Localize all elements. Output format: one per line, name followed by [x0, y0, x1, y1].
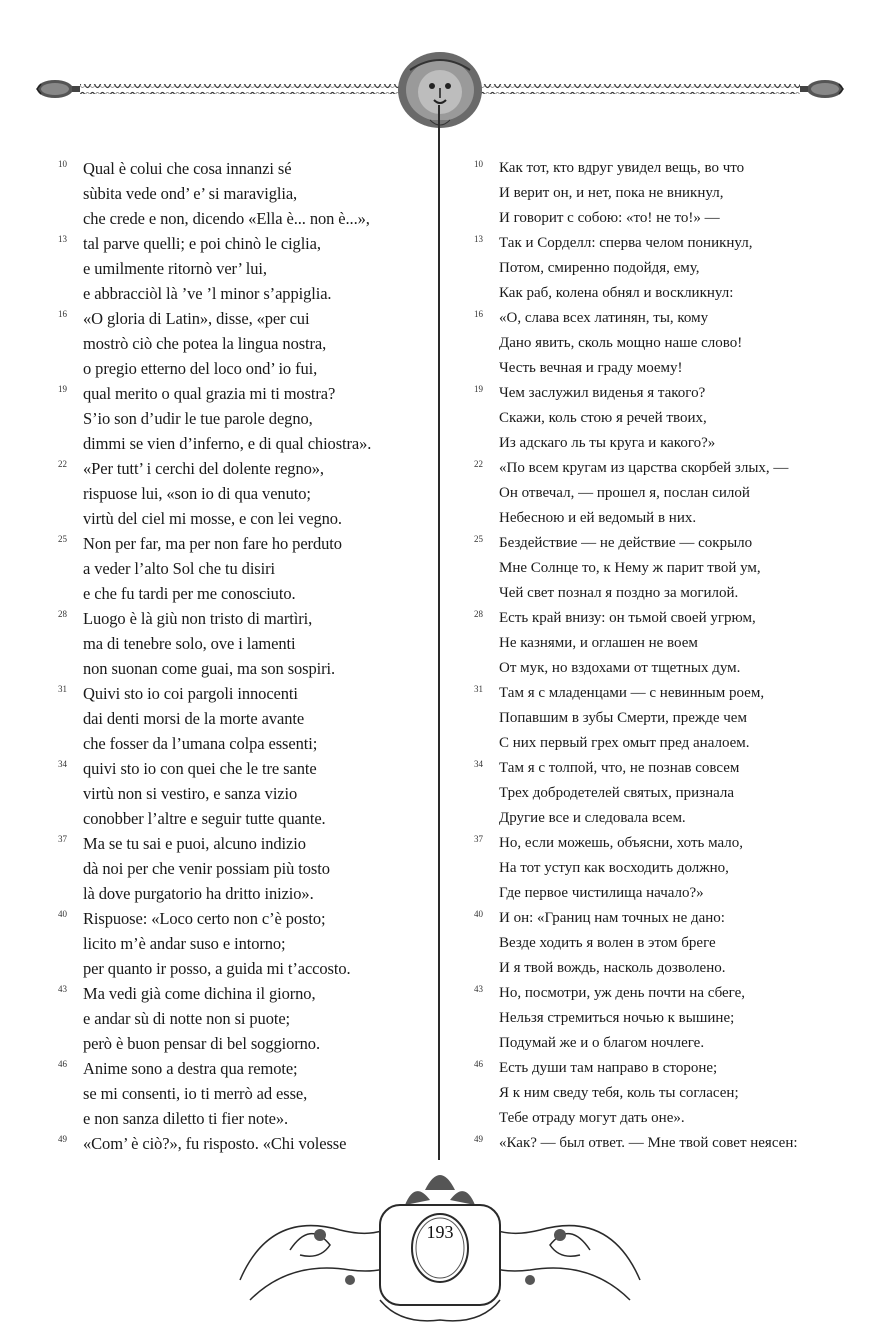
- verse-number: 43: [58, 984, 67, 994]
- verse-line: Как тот, кто вдруг увидел вещь, во что: [499, 160, 745, 176]
- verse-line: Luogo è là giù non tristo di martìri,: [83, 609, 313, 628]
- tercet: [474, 156, 864, 231]
- verse-line: Quivi sto io coi pargoli innocenti: [83, 684, 298, 703]
- verse-line: Нельзя стремиться ночью к вышине;: [499, 1010, 735, 1026]
- verse-line: И я твой вождь, насколь дозволено.: [499, 960, 726, 976]
- verse-line: sùbita vede ond’ e’ si maraviglia,: [83, 184, 298, 203]
- verse-line: На тот уступ как восходить должно,: [499, 860, 729, 876]
- tercet: [474, 531, 864, 606]
- verse-line: mostrò ciò che potea la lingua nostra,: [83, 334, 327, 353]
- verse-number: 40: [474, 909, 483, 919]
- verse-line: С них первый грех омыт пред аналоем.: [499, 735, 750, 751]
- tercet: [58, 906, 428, 981]
- verse-number: 46: [58, 1059, 67, 1069]
- verse-line: conobber l’altre e seguir tutte quante.: [83, 809, 326, 828]
- verse-line: Но, посмотри, уж день почти на сбеге,: [499, 985, 746, 1001]
- verse-number: 13: [58, 234, 67, 244]
- verse-line: Тебе отраду могут дать оне».: [499, 1110, 685, 1126]
- tercet: [58, 381, 428, 456]
- verse-line: che crede e non, dicendo «Ella è... non è...»,: [83, 209, 370, 228]
- tercet: [58, 831, 428, 906]
- verse-line: Он отвечал, — прошел я, послан силой: [499, 485, 750, 501]
- verse-line: Чей свет познал я поздно за могилой.: [499, 585, 739, 601]
- verse-line: Скажи, коль стою я речей твоих,: [499, 410, 707, 426]
- verse-line: Не казнями, и оглашен не воем: [499, 635, 698, 651]
- verse-line: Там я с младенцами — с невинным роем,: [499, 685, 765, 701]
- verse-number: 34: [474, 759, 483, 769]
- verse-line: licito m’è andar suso e intorno;: [83, 934, 286, 953]
- tercet: [474, 981, 864, 1056]
- verse-line: Rispuose: «Loco certo non c’è posto;: [83, 909, 326, 928]
- verse-line: tal parve quelli; e poi chinò le ciglia,: [83, 234, 321, 253]
- italian-column: [58, 156, 428, 1156]
- verse-line: «O gloria di Latin», disse, «per cui: [83, 309, 310, 328]
- tercet: [58, 606, 428, 681]
- verse-number: 34: [58, 759, 67, 769]
- verse-line: От мук, но вздохами от тщетных дум.: [499, 660, 741, 676]
- lion-mask-icon: [398, 52, 482, 128]
- verse-line: dimmi se vien d’inferno, e di qual chiostra».: [83, 434, 372, 453]
- verse-number: 28: [474, 609, 483, 619]
- verse-line: quivi sto io con quei che le tre sante: [83, 759, 317, 778]
- verse-line: a veder l’alto Sol che tu disiri: [83, 559, 275, 578]
- verse-line: Есть души там направо в стороне;: [499, 1060, 718, 1076]
- tercet: [474, 831, 864, 906]
- verse-line: Везде ходить я волен в этом бреге: [499, 935, 716, 951]
- tercet: [58, 156, 428, 231]
- tercet: [474, 606, 864, 681]
- verse-line: Из адскаго ль ты круга и какого?»: [499, 435, 716, 451]
- verse-line: Подумай же и о благом ночлеге.: [499, 1035, 705, 1051]
- verse-number: 43: [474, 984, 483, 994]
- tercet: [58, 306, 428, 381]
- tercet: [474, 681, 864, 756]
- verse-line: dai denti morsi de la morte avante: [83, 709, 305, 728]
- verse-number: 49: [58, 1134, 67, 1144]
- tercet: [58, 1056, 428, 1131]
- verse-number: 16: [58, 309, 67, 319]
- tercet: [474, 456, 864, 531]
- left-finial-icon: [37, 80, 80, 98]
- verse-line: e non sanza diletto ti fier note».: [83, 1109, 289, 1128]
- verse-line: e andar sù di notte non si puote;: [83, 1009, 291, 1028]
- verse-line: ma di tenebre solo, ove i lamenti: [83, 634, 296, 653]
- verse-line: se mi consenti, io ti merrò ad esse,: [83, 1084, 308, 1103]
- tercet: [58, 981, 428, 1056]
- verse-line: S’io son d’udir le tue parole degno,: [83, 409, 313, 428]
- verse-line: Как раб, колена обнял и воскликнул:: [499, 285, 734, 301]
- verse-line: e che fu tardi per me conosciuto.: [83, 584, 296, 603]
- verse-number: 49: [474, 1134, 483, 1144]
- verse-line: «Com’ è ciò?», fu risposto. «Chi volesse: [83, 1134, 347, 1153]
- tercet: [58, 681, 428, 756]
- verse-line: però è buon pensar di bel soggiorno.: [83, 1034, 320, 1053]
- verse-line: Честь вечная и граду моему!: [499, 360, 683, 376]
- verse-line: «По всем кругам из царства скорбей злых, —: [499, 460, 789, 476]
- verse-line: e umilmente ritornò ver’ lui,: [83, 259, 267, 278]
- verse-line: Qual è colui che cosa innanzi sé: [83, 159, 292, 178]
- verse-line: Ma vedi già come dichina il giorno,: [83, 984, 316, 1003]
- verse-line: Ma se tu sai e puoi, alcuno indizio: [83, 834, 306, 853]
- tercet: [474, 306, 864, 381]
- verse-line: И говорит с собою: «то! не то!» —: [499, 210, 720, 226]
- verse-number: 22: [474, 459, 483, 469]
- verse-line: Попавшим в зубы Смерти, прежде чем: [499, 710, 747, 726]
- tercet: [58, 531, 428, 606]
- verse-number: 13: [474, 234, 483, 244]
- verse-line: Дано явить, сколь мощно наше слово!: [499, 335, 743, 351]
- verse-line: non suonan come guai, ma son sospiri.: [83, 659, 336, 678]
- verse-number: 46: [474, 1059, 483, 1069]
- verse-line: Бездействие — не действие — сокрыло: [499, 535, 753, 551]
- verse-line: «Как? — был ответ. — Мне твой совет неясен:: [499, 1135, 798, 1151]
- verse-number: 16: [474, 309, 483, 319]
- top-ornament: [0, 0, 880, 160]
- verse-line: Небесною и ей ведомый в них.: [499, 510, 697, 526]
- verse-number: 10: [58, 159, 67, 169]
- verse-line: Где первое чистилища начало?»: [499, 885, 704, 901]
- verse-line: e abbracciòl là ’ve ’l minor s’appiglia.: [83, 284, 332, 303]
- verse-line: dà noi per che venir possiam più tosto: [83, 859, 330, 878]
- verse-line: Потом, смиренно подойдя, ему,: [499, 260, 700, 276]
- verse-number: 31: [58, 684, 67, 694]
- center-divider: [438, 105, 440, 1160]
- verse-line: virtù del ciel mi mosse, e con lei vegno.: [83, 509, 342, 528]
- verse-line: Трех добродетелей святых, признала: [499, 785, 735, 801]
- verse-line: qual merito o qual grazia mi ti mostra?: [83, 384, 336, 403]
- verse-line: «Per tutt’ i cerchi del dolente regno»,: [83, 459, 324, 478]
- russian-column: [474, 156, 864, 1156]
- verse-line: là dove purgatorio ha dritto inizio».: [83, 884, 314, 903]
- page-number: 193: [426, 1222, 454, 1242]
- verse-line: Там я с толпой, что, не познав совсем: [499, 760, 740, 776]
- verse-number: 19: [58, 384, 67, 394]
- tercet: [474, 756, 864, 831]
- tercet: [474, 906, 864, 981]
- tercet: [474, 381, 864, 456]
- verse-line: Я к ним сведу тебя, коль ты согласен;: [499, 1085, 739, 1101]
- verse-number: 28: [58, 609, 67, 619]
- tercet: [474, 1056, 864, 1131]
- verse-line: virtù non si vestiro, e sanza vizio: [83, 784, 298, 803]
- verse-number: 25: [474, 534, 483, 544]
- tercet: [58, 756, 428, 831]
- verse-line: Есть край внизу: он тьмой своей угрюм,: [499, 610, 756, 626]
- verse-line: Другие все и следовала всем.: [499, 810, 686, 826]
- verse-line: per quanto ir posso, a guida mi t’accosto.: [83, 959, 351, 978]
- tercet: [474, 231, 864, 306]
- verse-line: Мне Солнце то, к Нему ж парит твой ум,: [499, 560, 761, 576]
- verse-number: 37: [58, 834, 67, 844]
- verse-line: Но, если можешь, объясни, хоть мало,: [499, 835, 744, 851]
- verse-line: И он: «Границ нам точных не дано:: [499, 910, 725, 926]
- verse-number: 19: [474, 384, 483, 394]
- verse-line: o pregio etterno del loco ond’ io fui,: [83, 359, 318, 378]
- verse-number: 10: [474, 159, 483, 169]
- verse-line: «О, слава всех латинян, ты, кому: [499, 310, 709, 326]
- verse-number: 40: [58, 909, 67, 919]
- verse-number: 37: [474, 834, 483, 844]
- verse-line: И верит он, и нет, пока не вникнул,: [499, 185, 724, 201]
- verse-line: Так и Сорделл: сперва челом поникнул,: [499, 235, 753, 251]
- verse-line: Non per far, ma per non fare ho perduto: [83, 534, 342, 553]
- verse-number: 31: [474, 684, 483, 694]
- verse-line: Чем заслужил виденья я такого?: [499, 385, 706, 401]
- tercet: [58, 456, 428, 531]
- verse-number: 22: [58, 459, 67, 469]
- verse-line: che fosser da l’umana colpa essenti;: [83, 734, 318, 753]
- verse-line: rispuose lui, «son io di qua venuto;: [83, 484, 311, 503]
- verse-line: Anime sono a destra qua remote;: [83, 1059, 298, 1078]
- tercet: [58, 231, 428, 306]
- verse-number: 25: [58, 534, 67, 544]
- right-finial-icon: [800, 80, 843, 98]
